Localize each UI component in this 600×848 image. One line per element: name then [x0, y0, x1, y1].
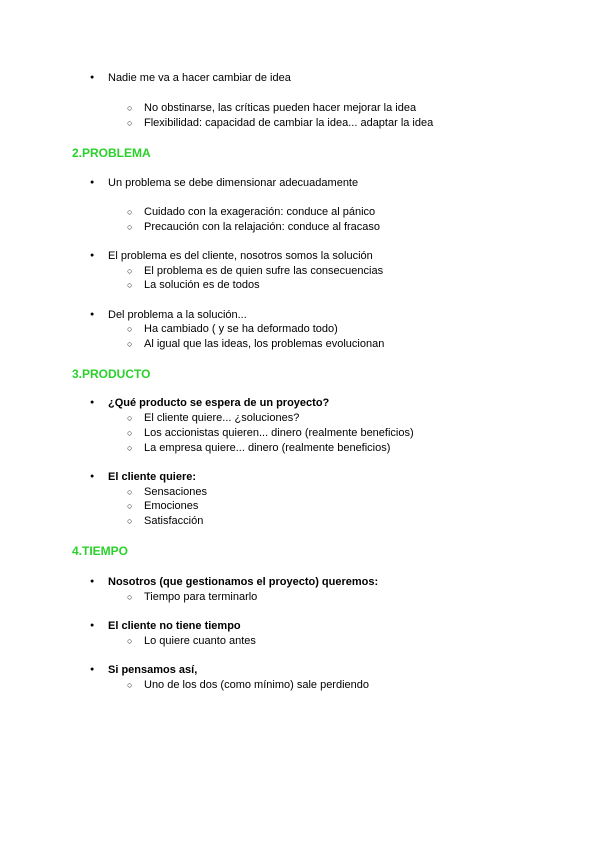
sub-bullet-item: ○ Flexibilidad: capacidad de cambiar la idea... adaptar la idea — [144, 116, 433, 131]
bullet-item: ● Del problema a la solución... — [108, 308, 247, 323]
sub-bullet-item: ○ Lo quiere cuanto antes — [144, 634, 256, 649]
sub-bullet-item: ○ Ha cambiado ( y se ha deformado todo) — [144, 322, 338, 337]
sub-bullet-item: ○ Precaución con la relajación: conduce al fracaso — [144, 220, 380, 235]
sub-bullet-item: ○ Tiempo para terminarlo — [144, 590, 257, 605]
sub-bullet-item: ○ No obstinarse, las críticas pueden hacer mejorar la idea — [144, 101, 416, 116]
sub-bullet-item: ○ El cliente quiere... ¿soluciones? — [144, 411, 299, 426]
section-heading-problema: 2.PROBLEMA — [72, 146, 151, 160]
bullet-item: ● El problema es del cliente, nosotros somos la solución — [108, 249, 373, 264]
sub-bullet-item: ○ Sensaciones — [144, 485, 207, 500]
section-heading-tiempo: 4.TIEMPO — [72, 544, 129, 558]
sub-bullet-item: ○ La empresa quiere... dinero (realmente beneficios) — [144, 441, 390, 456]
sub-bullet-item: ○ Satisfacción — [144, 514, 203, 529]
bullet-item: ● Un problema se debe dimensionar adecuadamente — [108, 176, 358, 191]
section-heading-producto: 3.PRODUCTO — [72, 367, 151, 381]
bullet-item: ● Nosotros (que gestionamos el proyecto) queremos: — [108, 575, 378, 590]
sub-bullet-item: ○ Uno de los dos (como mínimo) sale perdiendo — [144, 678, 369, 693]
bullet-item: ● El cliente quiere: — [108, 470, 196, 485]
bullet-item: ● Nadie me va a hacer cambiar de idea — [108, 71, 291, 86]
bullet-item: ● El cliente no tiene tiempo — [108, 619, 241, 634]
sub-bullet-item: ○ Cuidado con la exageración: conduce al pánico — [144, 205, 375, 220]
bullet-item: ● Si pensamos así, — [108, 663, 197, 678]
sub-bullet-item: ○ Emociones — [144, 499, 198, 514]
sub-bullet-item: ○ El problema es de quien sufre las consecuencias — [144, 264, 383, 279]
sub-bullet-item: ○ Los accionistas quieren... dinero (realmente beneficios) — [144, 426, 414, 441]
bullet-item: ● ¿Qué producto se espera de un proyecto? — [108, 396, 329, 411]
sub-bullet-item: ○ Al igual que las ideas, los problemas evolucionan — [144, 337, 384, 352]
sub-bullet-item: ○ La solución es de todos — [144, 278, 260, 293]
